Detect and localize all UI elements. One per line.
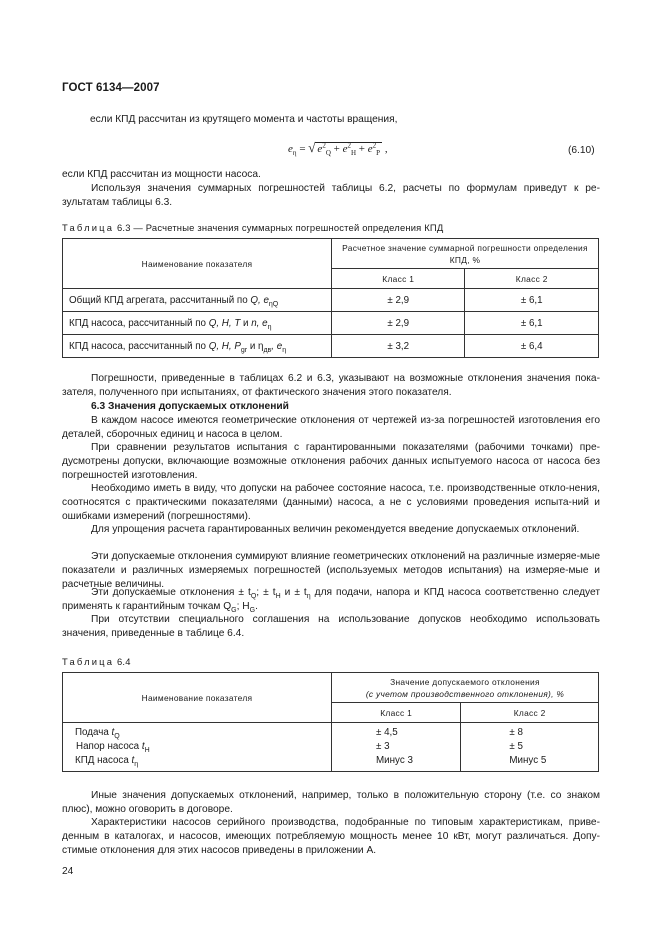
paragraph-other-values: Иные значения допускаемых отклонений, например, только в положительную сторону (т.е. со знаком плюс), можно оговорить в договоре. — [62, 790, 600, 815]
table-6-4-class-2: Класс 2 — [461, 703, 599, 723]
intro-line-2: если КПД рассчитан из мощности насоса. — [62, 169, 261, 180]
table-row: КПД насоса, рассчитанный по Q, H, T и n, $e_\eta$ ± 2,9 ± 6,1 — [63, 312, 599, 335]
table-6-4-col-group: Значение допускаемого отклонения (с учетом производственного отклонения), % — [332, 673, 599, 703]
formula-6-10: $e_\eta$ = √ $e^2_Q + e^2_H + e^2_P$ , — [288, 140, 388, 158]
page-number: 24 — [62, 866, 74, 877]
paragraph-agreement: При отсутствии специального соглашения на использование допусков необходимо использовать значения, приведенные в таблице 6.4. — [62, 614, 600, 639]
paragraph-errors: Погрешности, приведенные в таблицах 6.2 и 6.3, указывают на возможные отклонения значения пока-зателя, полученного при испытаниях, от фактического значения этого показателя. — [62, 373, 600, 398]
section-title: 6.3 Значения допускаемых отклонений — [91, 401, 289, 412]
paragraph-serial-pumps: Характеристики насосов серийного производства, подобранные по типовым характеристикам, приве-денным в каталогах, и насосов, имеющих потребляемую мощность менее 10 кВт, могут различаться. Допу-стимые отклонения для этих насосов приведены в приложении А. — [62, 817, 600, 856]
paragraph-working-state: Необходимо иметь в виду, что допуски на рабочее состояние насоса, т.е. производственные откло-нения, соотносятся с практическими показателями (данными) насоса, а не с условиями проведения испыта-ний и ошибками измерений (погрешностями). — [62, 483, 600, 522]
table-6-4 — [62, 672, 599, 772]
formula-number: (6.10) — [568, 145, 595, 156]
intro-line-3: Используя значения суммарных погрешностей таблицы 6.2, расчеты по формулам приведут к ре-зультатам таблицы 6.3. — [62, 183, 600, 208]
paragraph-summation: Эти допускаемые отклонения суммируют влияние геометрических отклонений на различные измеряе-мые показатели и различных измеряемых погрешностей (используемых методов испытания) на измеряе-мые и расчетные величины. — [62, 551, 600, 590]
table-6-3 — [62, 238, 599, 358]
table-row: КПД насоса, рассчитанный по Q, H, $P_{gr}$ и $\eta_{дв}$, $e_\eta$ ± 3,2 ± 6,4 — [63, 335, 599, 358]
table-6-3-col-group: Расчетное значение суммарной погрешности определения КПД, % — [332, 239, 599, 269]
table-6-4-col-param: Наименование показателя — [63, 673, 332, 723]
table-6-4-caption: Таблица 6.4 — [62, 656, 131, 667]
table-6-3-col-param: Наименование показателя — [63, 239, 332, 289]
table-6-4-class-1: Класс 1 — [332, 703, 461, 723]
paragraph-deviations: В каждом насосе имеются геометрические отклонения от чертежей из-за погрешностей изготовления его деталей, сборочных единиц и насоса в целом. — [62, 415, 600, 440]
table-6-3-caption: Таблица 6.3 — Расчетные значения суммарных погрешностей определения КПД — [62, 222, 444, 233]
table-6-3-class-2: Класс 2 — [465, 269, 599, 289]
intro-line-1: если КПД рассчитан из крутящего момента и частоты вращения, — [90, 114, 398, 125]
document-header: ГОСТ 6134—2007 — [62, 82, 160, 94]
table-6-3-class-1: Класс 1 — [332, 269, 465, 289]
paragraph-tolerances: При сравнении результатов испытания с гарантированными показателями (рабочими точками) пре-дусмотрены допуски, включающие возможные отклонения рабочих данных испытуемого насоса от насоса без погрешностей изготовления. — [62, 442, 600, 481]
paragraph-apply-tolerances: Эти допускаемые отклонения ± $t_Q$; ± $t_H$ $и \pm t_\eta$ для подачи, напора и КПД насоса соответственно следует применять к гарантийным точкам $Q_G$; $H_G$. — [62, 587, 601, 614]
table-row: Общий КПД агрегата, рассчитанный по Q, $e_{\eta Q}$ ± 2,9 ± 6,1 — [63, 289, 599, 312]
table-row: Подача $t_Q$ Напор насоса $t_H$ КПД насоса $t_\eta$ ± 4,5 ± 3 Минус 3 ± 8 ± 5 Минус 5 — [63, 723, 599, 772]
paragraph-simplification: Для упрощения расчета гарантированных величин рекомендуется введение допускаемых отклонений. — [91, 524, 580, 535]
